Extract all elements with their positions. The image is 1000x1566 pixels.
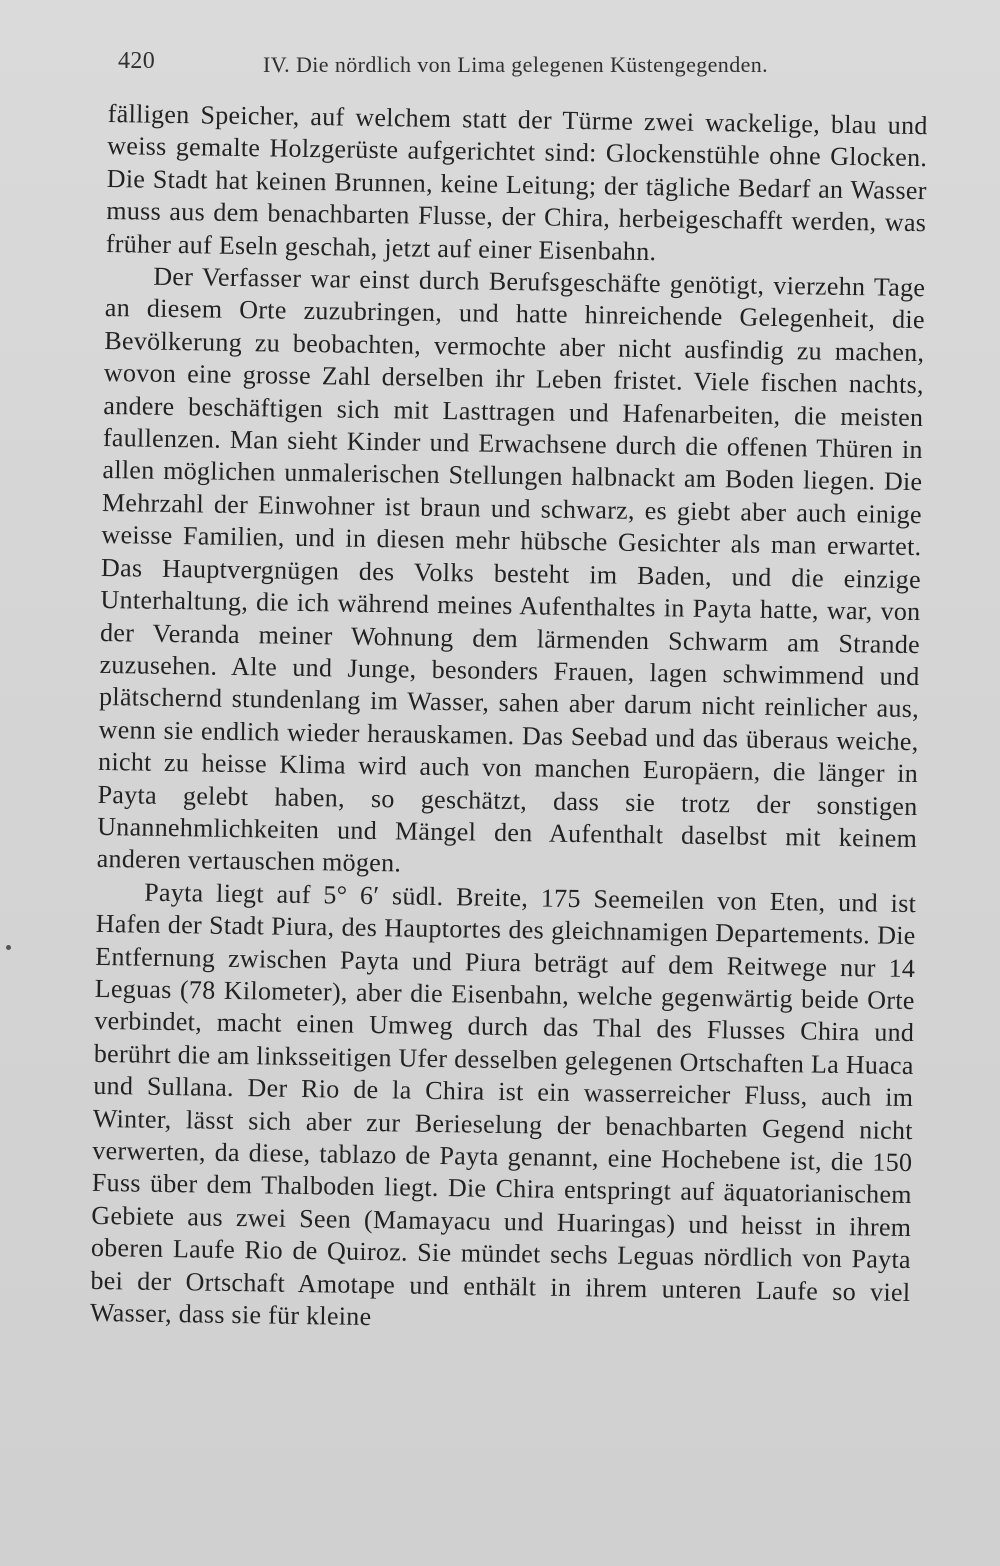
paper-speck <box>6 945 11 950</box>
paragraph-population: Der Verfasser war einst durch Berufsgeschäfte genötigt, vierzehn Tage an diesem Orte zuzubringen, und hatte hinreichende Gelegenheit, die Bevölkerung zu beobachten, vermochte aber nicht ausfindig zu machen, wovon eine grosse Zahl derselben ihr Leben fristet. Viele fischen nachts, andere beschäftigen sich mit Lasttragen und Hafenarbeiten, die meisten faullenzen. Man sieht Kinder und Erwachsene durch die offenen Thüren in allen möglichen unmalerischen Stellungen halbnackt am Boden liegen. Die Mehrzahl der Einwohner ist braun und schwarz, es giebt aber auch einige weisse Familien, und in diesen mehr hübsche Gesichter als man erwartet. Das Hauptvergnügen des Volks besteht im Baden, und die einzige Unterhaltung, die ich während meines Aufenthaltes in Payta hatte, war, von der Veranda meiner Wohnung dem lärmenden Schwarm am Strande zuzusehen. Alte und Junge, besonders Frauen, lagen schwimmend und plätschernd stundenlang im Wasser, sahen aber darum nicht reinlicher aus, wenn sie endlich wieder herauskamen. Das Seebad und das überaus weiche, nicht zu heisse Klima wird auch von manchen Europäern, die länger in Payta gelebt haben, so geschätzt, dass sie trotz der sonstigen Unannehmlichkeiten und Mängel den Aufenthalt daselbst mit keinem anderen vertauschen mögen. <box>96 261 926 878</box>
paragraph-geography: Payta liegt auf 5° 6′ südl. Breite, 175 Seemeilen von Eten, und ist Hafen der Stadt Piura, des Hauptortes des gleichnamigen Departements. Die Entfernung zwischen Payta und Piura beträgt auf dem Reitwege nur 14 Leguas (78 Kilometer), aber die Eisenbahn, welche gegenwärtig beide Orte verbindet, macht einen Umweg durch das Thal des Flusses Chira und berührt die am linksseitigen Ufer desselben gelegenen Ortschaften La Huaca und Sullana. Der Rio de la Chira ist ein wasserreicher Fluss, auch im Winter, lässt sich aber zur Berieselung der benachbarten Gegend nicht verwerten, da diese, tablazo de Payta genannt, eine Hochebene ist, die 150 Fuss über dem Thalboden liegt. Die Chira entspringt auf äquatorianischem Gebiete aus zwei Seen (Mamayacu und Huaringas) und heisst in ihrem oberen Laufe Rio de Quiroz. Sie mündet sechs Leguas nördlich von Payta bei der Ortschaft Amotape und enthält in ihrem unteren Laufe so viel Wasser, dass sie für kleine <box>89 877 917 1332</box>
running-head: IV. Die nördlich von Lima gelegenen Küstengegenden. <box>263 52 769 77</box>
page-header <box>118 44 898 84</box>
paragraph-continuation: fälligen Speicher, auf welchem statt der Türme zwei wackelige, blau und weiss gemalte Holzgerüste aufgerichtet sind: Glockenstühle ohne Glocken. Die Stadt hat keinen Brunnen, keine Leitung; der tägliche Bedarf an Wasser muss aus dem benachbarten Flusse, der Chira, herbeigeschafft werden, was früher auf Eseln geschah, jetzt auf einer Eisenbahn. <box>105 98 928 266</box>
body-text <box>90 98 928 1341</box>
page-number: 420 <box>118 48 156 74</box>
